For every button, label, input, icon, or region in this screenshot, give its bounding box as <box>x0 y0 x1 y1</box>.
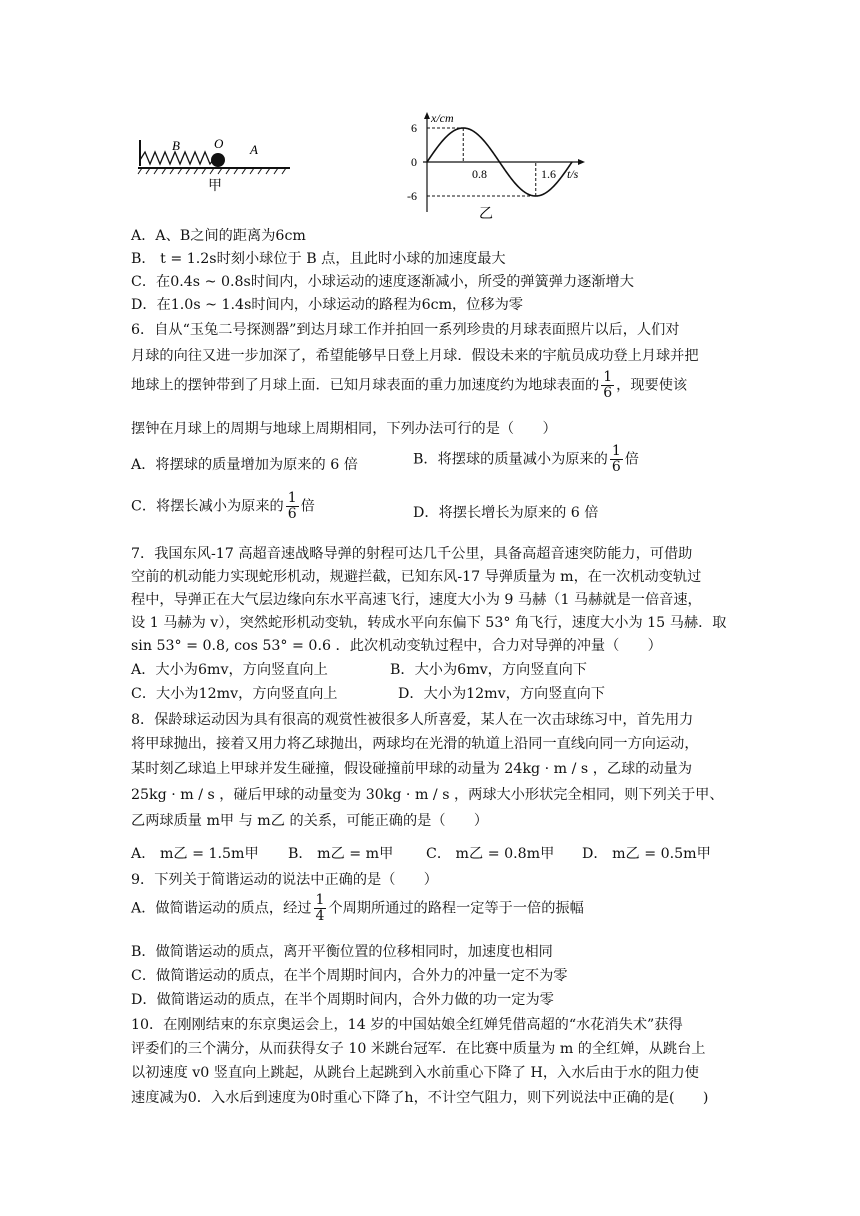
label-o: O <box>214 136 224 151</box>
q9-option-a-suffix: 个周期所通过的路程一定等于一倍的振幅 <box>328 900 584 917</box>
y-axis-label: x/cm <box>431 111 454 125</box>
q9-fraction: $\frac{1}{4}$ <box>315 892 325 924</box>
q7-stem-line-1: 7．我国东风-17 高超音速战略导弹的射程可达几千公里，具备高超音速突防能力，可借助 <box>131 546 693 562</box>
label-b: B <box>172 138 180 153</box>
q6-option-b-text: B．将摆球的质量减小为原来的 <box>413 451 608 468</box>
tick-0: 0 <box>411 155 417 169</box>
q10-stem-line-4: 速度减为0．入水后到速度为0时重心下降了h，不计空气阻力，则下列说法中正确的是( ) <box>131 1090 709 1106</box>
q8-option-c: C． m乙 = 0.8m甲 <box>426 846 555 862</box>
q6-option-c-suffix: 倍 <box>300 498 315 515</box>
q10-stem-line-1: 10．在刚刚结束的东京奥运会上，14 岁的中国姑娘全红婵凭借高超的“水花消失术”获得 <box>131 1017 683 1033</box>
q8-option-a: A． m乙 = 1.5m甲 <box>131 846 259 862</box>
q6-stem-line-3b: ，现要使该 <box>616 377 688 394</box>
data-point <box>426 161 427 162</box>
figure-yi-chart <box>385 108 600 223</box>
q7-stem-line-2: 空前的机动能力实现蛇形机动，规避拦截，已知东风-17 导弹质量为 m，在一次机动变轨过 <box>131 569 702 585</box>
q6-option-c <box>131 491 315 522</box>
q9-option-b: B．做简谐运动的质点，离开平衡位置的位移相同时，加速度也相同 <box>131 944 553 960</box>
q6-option-c-fraction: $\frac{1}{6}$ <box>287 490 297 522</box>
q5-option-d: D．在1.0s ~ 1.4s时间内，小球运动的路程为6cm，位移为零 <box>131 297 523 313</box>
q8-stem-line-1: 8．保龄球运动因为具有很高的观赏性被很多人所喜爱，某人在一次击球练习中，首先用力 <box>131 712 694 728</box>
caption-yi: 乙 <box>479 207 493 222</box>
q8-stem-line-2: 将甲球抛出，接着又用力将乙球抛出，两球均在光滑的轨道上沿同一直线向同一方向运动， <box>131 736 699 752</box>
q10-stem-line-3: 以初速度 v0 竖直向上跳起，从跳台上起跳到入水前重心下降了 H，入水后由于水的阻力使 <box>131 1065 699 1081</box>
q9-option-d: D．做简谐运动的质点，在半个周期时间内，合外力做的功一定为零 <box>131 992 554 1008</box>
q6-option-a: A．将摆球的质量增加为原来的 6 倍 <box>131 457 358 473</box>
q6-stem-line-1: 6．自从“玉兔二号探测器”到达月球工作并拍回一系列珍贵的月球表面照片以后，人们对 <box>131 322 680 338</box>
q6-stem-line-3 <box>131 370 687 401</box>
q9-option-a <box>131 893 584 924</box>
q7-option-b: B．大小为6mv，方向竖直向下 <box>390 662 587 678</box>
q6-option-c-text: C．将摆长减小为原来的 <box>131 498 284 515</box>
data-point <box>481 137 482 138</box>
q7-option-c: C．大小为12mv，方向竖直向上 <box>131 686 338 702</box>
x-axis-label: t/s <box>567 167 579 181</box>
q8-option-b: B． m乙 = m甲 <box>288 846 394 862</box>
q6-option-d: D．将摆长增长为原来的 6 倍 <box>413 505 599 521</box>
q10-stem-line-2: 评委们的三个满分，从而获得女子 10 米跳台冠军．在比赛中质量为 m 的全红婵，从跳台上 <box>131 1041 706 1057</box>
data-point <box>499 161 500 162</box>
label-a: A <box>250 142 258 157</box>
q8-stem-line-3: 某时刻乙球追上甲球并发生碰撞，假设碰撞前甲球的动量为 24kg · m / s ，乙球的动量为 <box>131 761 693 777</box>
tick-1-6: 1.6 <box>541 167 556 181</box>
tick-minus-6: -6 <box>407 189 417 203</box>
q5-option-b: B． t = 1.2s时刻小球位于 B 点，且此时小球的加速度最大 <box>131 251 506 267</box>
data-point <box>445 137 446 138</box>
q6-stem-line-3a: 地球上的摆钟带到了月球上面．已知月球表面的重力加速度约为地球表面的 <box>131 377 600 394</box>
q6-option-b-suffix: 倍 <box>624 451 639 468</box>
figure-jia <box>128 130 298 192</box>
data-point <box>571 161 572 162</box>
q6-stem-line-2: 月球的向往又进一步加深了，希望能够早日登上月球．假设未来的宇航员成功登上月球并把 <box>131 348 699 364</box>
q7-stem-line-4: 设 1 马赫为 v），突然蛇形机动变轨，转成水平向东偏下 53° 角飞行，速度大小为 15 马赫．取 <box>131 615 727 631</box>
q7-stem-line-5: sin 53° = 0.8, cos 53° = 0.6 ．此次机动变轨过程中，合力对导弹的冲量（ ） <box>131 638 662 654</box>
q6-fraction: $\frac{1}{6}$ <box>603 369 613 401</box>
data-point <box>553 185 554 186</box>
q6-option-b <box>413 444 639 475</box>
q5-option-a: A．A、B之间的距离为6cm <box>131 228 306 244</box>
q9-stem: 9．下列关于简谐运动的说法中正确的是（ ） <box>131 872 438 888</box>
q6-option-b-fraction: $\frac{1}{6}$ <box>611 443 621 475</box>
q8-stem-line-4: 25kg · m / s ，碰后甲球的动量变为 30kg · m / s ，两球大小形状完全相同，则下列关于甲、 <box>131 787 724 803</box>
tick-0-8: 0.8 <box>472 167 487 181</box>
q7-option-d: D．大小为12mv，方向竖直向下 <box>398 686 605 702</box>
q8-stem-line-5: 乙两球质量 m甲 与 m乙 的关系，可能正确的是（ ） <box>131 813 489 829</box>
q7-option-a: A．大小为6mv，方向竖直向上 <box>131 662 328 678</box>
q6-stem-line-4: 摆钟在月球上的周期与地球上周期相同，下列办法可行的是（ ） <box>131 421 557 437</box>
q7-stem-line-3: 程中，导弹正在大气层边缘向东水平高速飞行，速度大小为 9 马赫（1 马赫就是一倍音速， <box>131 592 702 608</box>
caption-jia: 甲 <box>208 179 222 192</box>
q9-option-c: C．做简谐运动的质点，在半个周期时间内，合外力的冲量一定不为零 <box>131 968 568 984</box>
tick-6: 6 <box>411 121 417 135</box>
q9-option-a-text: A．做简谐运动的质点，经过 <box>131 900 312 917</box>
q8-option-d: D． m乙 = 0.5m甲 <box>582 846 711 862</box>
q5-option-c: C．在0.4s ~ 0.8s时间内，小球运动的速度逐渐减小，所受的弹簧弹力逐渐增大 <box>131 274 634 290</box>
data-point <box>517 185 518 186</box>
